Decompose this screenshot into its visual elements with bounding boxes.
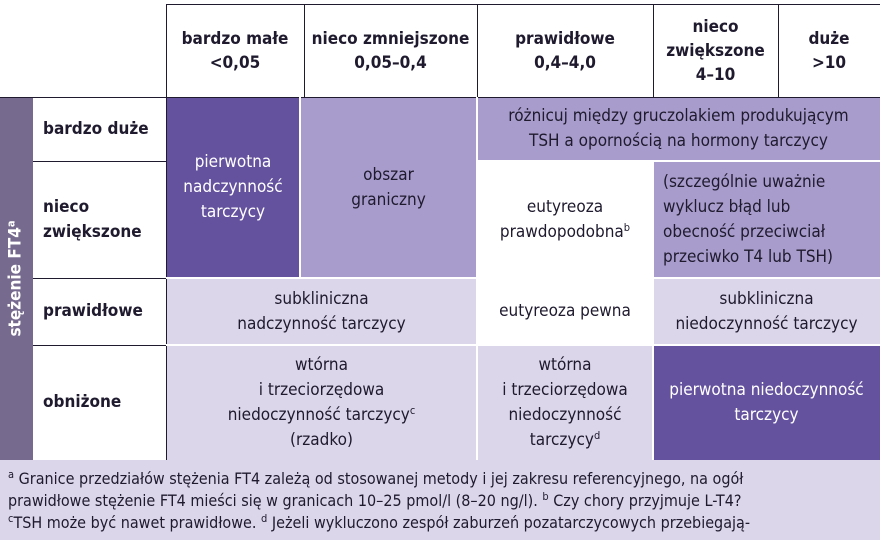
- sep-euthyroid-top: [477, 160, 880, 162]
- rule-col-1: [166, 4, 167, 98]
- sep-col-c: [652, 161, 654, 460]
- footnote-line-1: $^a$ Granice przedziałów stężenia FT4 zależą od stosowanej metody i jej zakresu referencyjnego, na ogół: [8, 468, 744, 488]
- cell-subclinical-hyperthyroidism: subkliniczna nadczynność tarczycy: [166, 278, 477, 345]
- cell-borderline: obszar graniczny: [300, 97, 477, 278]
- rule-row-3: [33, 345, 167, 346]
- sep-row3-top: [166, 277, 880, 279]
- cell-primary-hypothyroidism: pierwotna niedoczynność tarczycy: [653, 345, 880, 460]
- ft4-side-label: stężenie FT4$^a$: [0, 97, 33, 460]
- row-label-very-high: bardzo duże: [33, 97, 166, 161]
- row-label-slightly-high: nieco zwiększone: [33, 161, 166, 278]
- rule-col-4: [653, 4, 654, 98]
- sep-col-a: [299, 97, 301, 278]
- col-header-very-low: bardzo małe <0,05: [166, 5, 304, 97]
- footnotes: [0, 460, 880, 540]
- corner-blank: [0, 0, 166, 97]
- rule-header-bottom: [0, 97, 880, 98]
- rule-top: [166, 4, 880, 5]
- rule-col-3: [477, 4, 478, 98]
- rule-col-5: [778, 4, 779, 98]
- cell-exclude-note: (szczególnie uważnie wyklucz błąd lub obecność przeciwciał przeciwko T4 lub TSH): [653, 161, 880, 278]
- cell-euthyroid-sure: eutyreoza pewna: [477, 278, 653, 345]
- footnote-line-2: prawidłowe stężenie FT4 mieści się w granicach 10–25 pmol/l (8–20 ng/l). $^b$ Czy chory przyjmuje L-T4?: [8, 490, 742, 510]
- col-header-slightly-high: nieco zwiększone 4–10: [653, 5, 778, 97]
- footnote-line-3: $^c$TSH może być nawet prawidłowe. $^d$ Jeżeli wykluczono zespół zaburzeń pozatarczycowych przebiegają-: [8, 512, 751, 532]
- cell-subclinical-hypothyroidism: subkliniczna niedoczynność tarczycy: [653, 278, 880, 345]
- cell-secondary-hypothyroidism: wtórna i trzeciorzędowa niedoczynność tarczycy$^d$: [477, 345, 653, 460]
- rule-col-2: [304, 4, 305, 98]
- cell-euthyroid-probable: eutyreoza prawdopodobna$^b$: [477, 161, 653, 278]
- rule-row-1: [33, 161, 167, 162]
- cell-primary-hyperthyroidism: pierwotna nadczynność tarczycy: [166, 97, 300, 278]
- cell-differentiate: różnicuj między gruczolakiem produkującym TSH a opornością na hormony tarczycy: [477, 97, 880, 161]
- row-label-normal: prawidłowe: [33, 278, 166, 345]
- col-header-high: duże >10: [778, 5, 880, 97]
- sep-row4-top: [166, 344, 880, 346]
- col-header-slightly-low: nieco zmniejszone 0,05–0,4: [304, 5, 477, 97]
- sep-col-b: [476, 97, 478, 460]
- col-header-normal: prawidłowe 0,4–4,0: [477, 5, 653, 97]
- cell-secondary-hypothyroidism-rare: wtórna i trzeciorzędowa niedoczynność tarczycy$^c$ (rzadko): [166, 345, 477, 460]
- row-label-low: obniżone: [33, 345, 166, 460]
- rule-row-2: [33, 278, 167, 279]
